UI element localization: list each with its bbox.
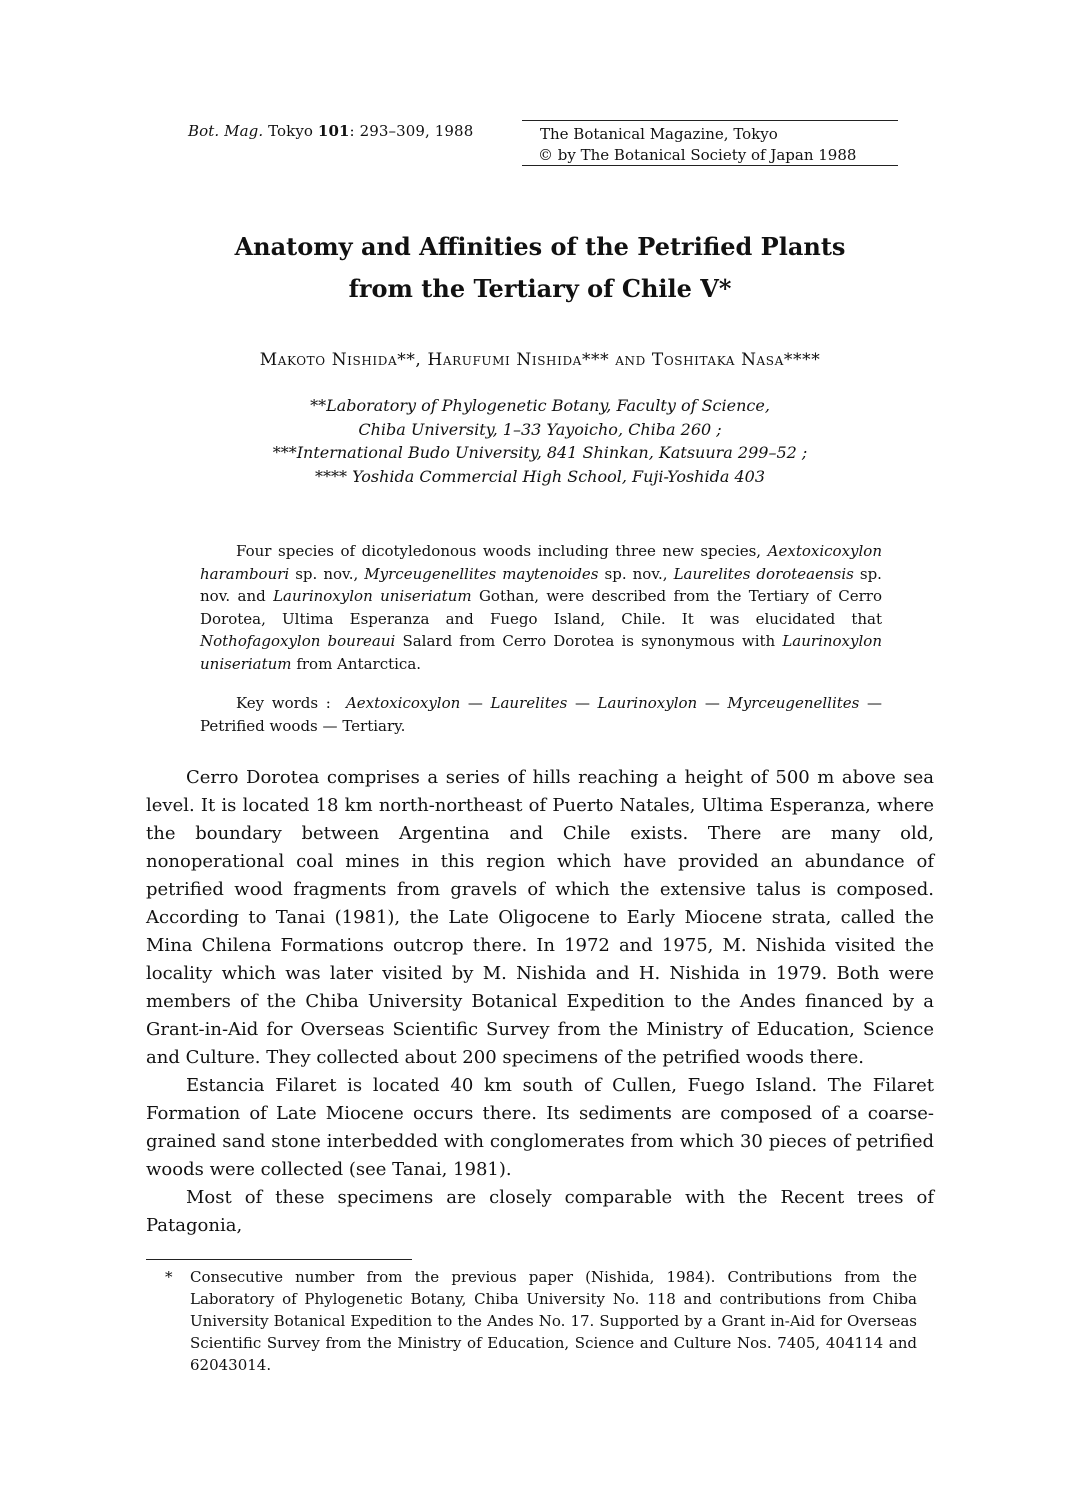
abstract-text: Four species of dicotyledonous woods including three new species, — [236, 542, 762, 560]
citation-volume: 101 — [317, 122, 350, 140]
keyword: Tertiary. — [342, 716, 406, 735]
keyword-separator: — — [866, 694, 882, 712]
abstract-text: Gothan, were described from the Tertiary of Cerro Dorotea, Ultima Esperanza and Fuego Island, Chile. It was elucidated that — [200, 587, 882, 628]
keyword: Laurelites — [490, 694, 568, 712]
abstract-text: from Antarctica. — [296, 654, 422, 673]
author-2-first: Harufumi — [427, 350, 511, 370]
author-3-mark: **** — [783, 350, 821, 370]
paper-title-line-2: from the Tertiary of Chile V* — [348, 274, 732, 303]
affiliation-line: **** Yoshida Commercial High School, Fuji-Yoshida 403 — [314, 466, 765, 486]
abstract-text: Salard from Cerro Dorotea is synonymous with — [402, 632, 776, 650]
keyword-separator: — — [574, 694, 590, 712]
author-3-last: Nasa — [741, 350, 784, 370]
abstract-text: sp. nov., — [604, 564, 668, 583]
author-1-first: Makoto — [259, 350, 326, 370]
paper-title-line-1: Anatomy and Affinities of the Petrified Plants — [234, 232, 846, 261]
keyword: Petrified woods — [200, 716, 318, 735]
body-paragraph-1: Cerro Dorotea comprises a series of hills reaching a height of 500 m above sea level. It is located 18 km north-northeast of Puerto Natales, Ultima Esperanza, where the boundary between Argentina and Chile exists. There are many old, nonoperational coal mines in this region which have provided an abundance of petrified wood fragments from gravels of which the extensive talus is composed. According to Tanai (1981), the Late Oligocene to Early Miocene strata, called the Mina Chilena Formations outcrop there. In 1972 and 1975, M. Nishida visited the locality which was later visited by M. Nishida and H. Nishida in 1979. Both were members of the Chiba University Botanical Expedition to the Andes financed by a Grant-in-Aid for Overseas Scientific Survey from the Ministry of Education, Science and Culture. They collected about 200 specimens of the petrified woods there. — [146, 767, 934, 1068]
journal-name: The Botanical Magazine, Tokyo — [540, 125, 778, 143]
affiliations — [0, 394, 1080, 488]
species-name: Laurinoxylon uniseriatum — [273, 587, 472, 605]
keywords-label: Key words : — [236, 694, 331, 712]
citation-pages: : 293–309, 1988 — [349, 122, 474, 140]
footnote-mark: * — [165, 1268, 173, 1286]
copyright-line: © by The Botanical Society of Japan 1988 — [538, 146, 857, 164]
header-rule-top — [522, 120, 898, 121]
keyword: Myrceugenellites — [727, 694, 860, 712]
citation-journal: Bot. Mag. — [188, 122, 264, 140]
species-name: Laurinoxylon uniseriatum — [200, 632, 882, 673]
author-1-mark: **, — [397, 350, 422, 370]
body-paragraph-2: Estancia Filaret is located 40 km south of Cullen, Fuego Island. The Filaret Formation of Late Miocene occurs there. Its sediments are composed of a coarse-grained sand stone interbedded with conglomerates from which 30 pieces of petrified woods were collected (see Tanai, 1981). — [146, 1075, 934, 1180]
keyword: Aextoxicoxylon — [345, 694, 461, 712]
keywords — [200, 692, 882, 737]
author-list — [0, 350, 1080, 370]
keywords-paragraph — [200, 692, 882, 737]
affiliation-line: **Laboratory of Phylogenetic Botany, Faculty of Science, — [310, 396, 770, 415]
abstract-paragraph — [200, 540, 882, 675]
species-name: Aextoxicoxylon harambouri — [200, 542, 882, 583]
keyword-separator: — — [322, 716, 338, 735]
footnote-rule — [146, 1259, 412, 1260]
abstract — [200, 540, 882, 675]
journal-citation — [188, 122, 473, 140]
abstract-text: sp. nov., — [295, 564, 359, 583]
footnote-text: Consecutive number from the previous paper (Nishida, 1984). Contributions from the Laboratory of Phylogenetic Botany, Chiba University No. 118 and contributions from Chiba University Botanical Expedition to the Andes No. 17. Supported by a Grant in-Aid for Overseas Scientific Survey from the Ministry of Education, Science and Culture Nos. 7405, 404114 and 62043014. — [190, 1268, 917, 1374]
keyword-separator: — — [704, 694, 720, 712]
species-name: Myrceugenellites maytenoides — [364, 564, 599, 583]
body-text — [146, 764, 934, 1240]
author-2-mark: *** — [581, 350, 610, 370]
author-1-last: Nishida — [331, 350, 398, 370]
abstract-text: sp. nov. and — [200, 564, 882, 605]
author-3-first: Toshitaka — [651, 350, 736, 370]
affiliation-line: ***International Budo University, 841 Shinkan, Katsuura 299–52 ; — [272, 443, 808, 462]
species-name: Nothofagoxylon boureaui — [200, 632, 396, 650]
header-rule-bottom — [522, 165, 898, 166]
author-2-last: Nishida — [516, 350, 582, 370]
affiliation-line: Chiba University, 1–33 Yayoicho, Chiba 260 ; — [358, 419, 722, 439]
keyword-separator: — — [467, 694, 483, 712]
footnote — [165, 1266, 917, 1376]
keyword: Laurinoxylon — [597, 694, 698, 712]
species-name: Laurelites doroteaensis — [673, 564, 854, 583]
body-paragraph-3: Most of these specimens are closely comparable with the Recent trees of Patagonia, — [146, 1187, 934, 1236]
author-conjunction: and — [615, 350, 646, 370]
citation-place: Tokyo — [268, 122, 314, 140]
